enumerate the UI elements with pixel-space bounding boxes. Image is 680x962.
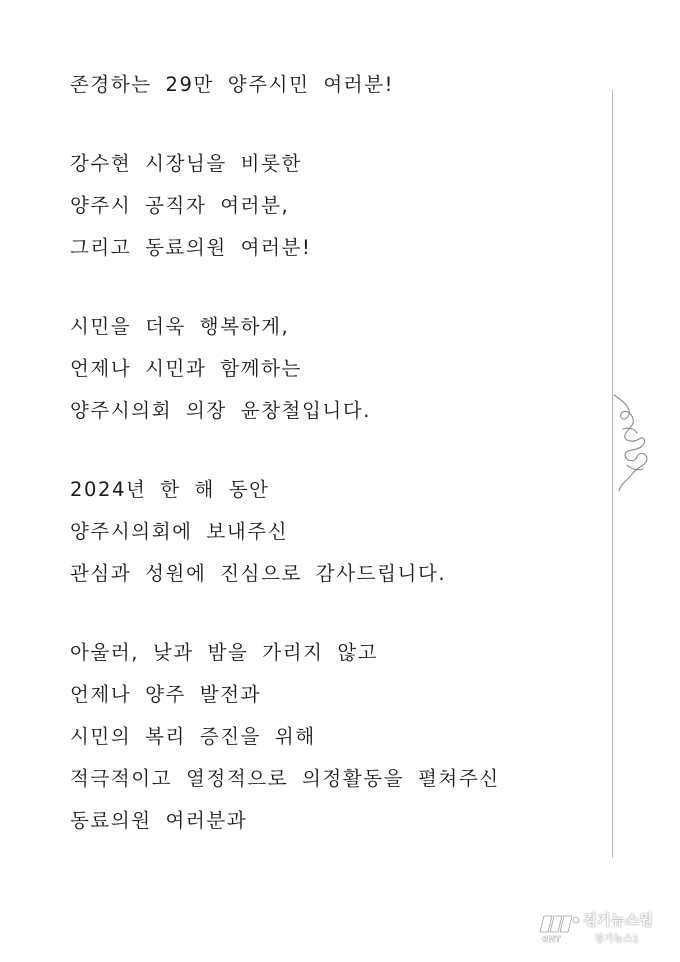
- letter-line: 양주시의회에 보내주신: [70, 520, 289, 543]
- letter-line: 시민의 복리 증진을 위해: [70, 725, 316, 748]
- watermark: [538, 908, 673, 948]
- letter-line: 언제나 양주 발전과: [70, 683, 262, 706]
- letter-body: [70, 72, 590, 850]
- letter-line: 적극적이고 열정적으로 의정활동을 펼쳐주신: [70, 767, 500, 790]
- letter-line: 아울러, 낮과 밤을 가리지 않고: [70, 641, 379, 664]
- paragraph-gap: [70, 603, 590, 640]
- paragraph-gap: [70, 440, 590, 477]
- letter-line: 관심과 성원에 진심으로 감사드립니다.: [70, 562, 447, 585]
- letter-line: 2024년 한 해 동안: [70, 478, 270, 501]
- letter-line: 언제나 시민과 함께하는: [70, 357, 302, 380]
- paragraph-gap: [70, 114, 590, 151]
- letter-line: 존경하는 29만 양주시민 여러분!: [70, 73, 395, 96]
- watermark-title: 경기뉴스원: [583, 913, 654, 929]
- paragraph-gap: [70, 277, 590, 314]
- flourish-swirl-icon: [613, 393, 653, 493]
- letter-line: 강수현 시장님을 비롯한: [70, 152, 302, 175]
- svg-text:GNT: GNT: [542, 935, 561, 944]
- letter-line: 시민을 더욱 행복하게,: [70, 315, 290, 338]
- gnt-logo-icon: [538, 910, 582, 944]
- letter-line: 그리고 동료의원 여러분!: [70, 236, 312, 259]
- letter-line: 양주시 공직자 여러분,: [70, 194, 290, 217]
- watermark-subtitle: 경기뉴스1: [594, 934, 640, 945]
- letter-line: 동료의원 여러분과: [70, 809, 248, 832]
- letter-line: 양주시의회 의장 윤창철입니다.: [70, 399, 372, 422]
